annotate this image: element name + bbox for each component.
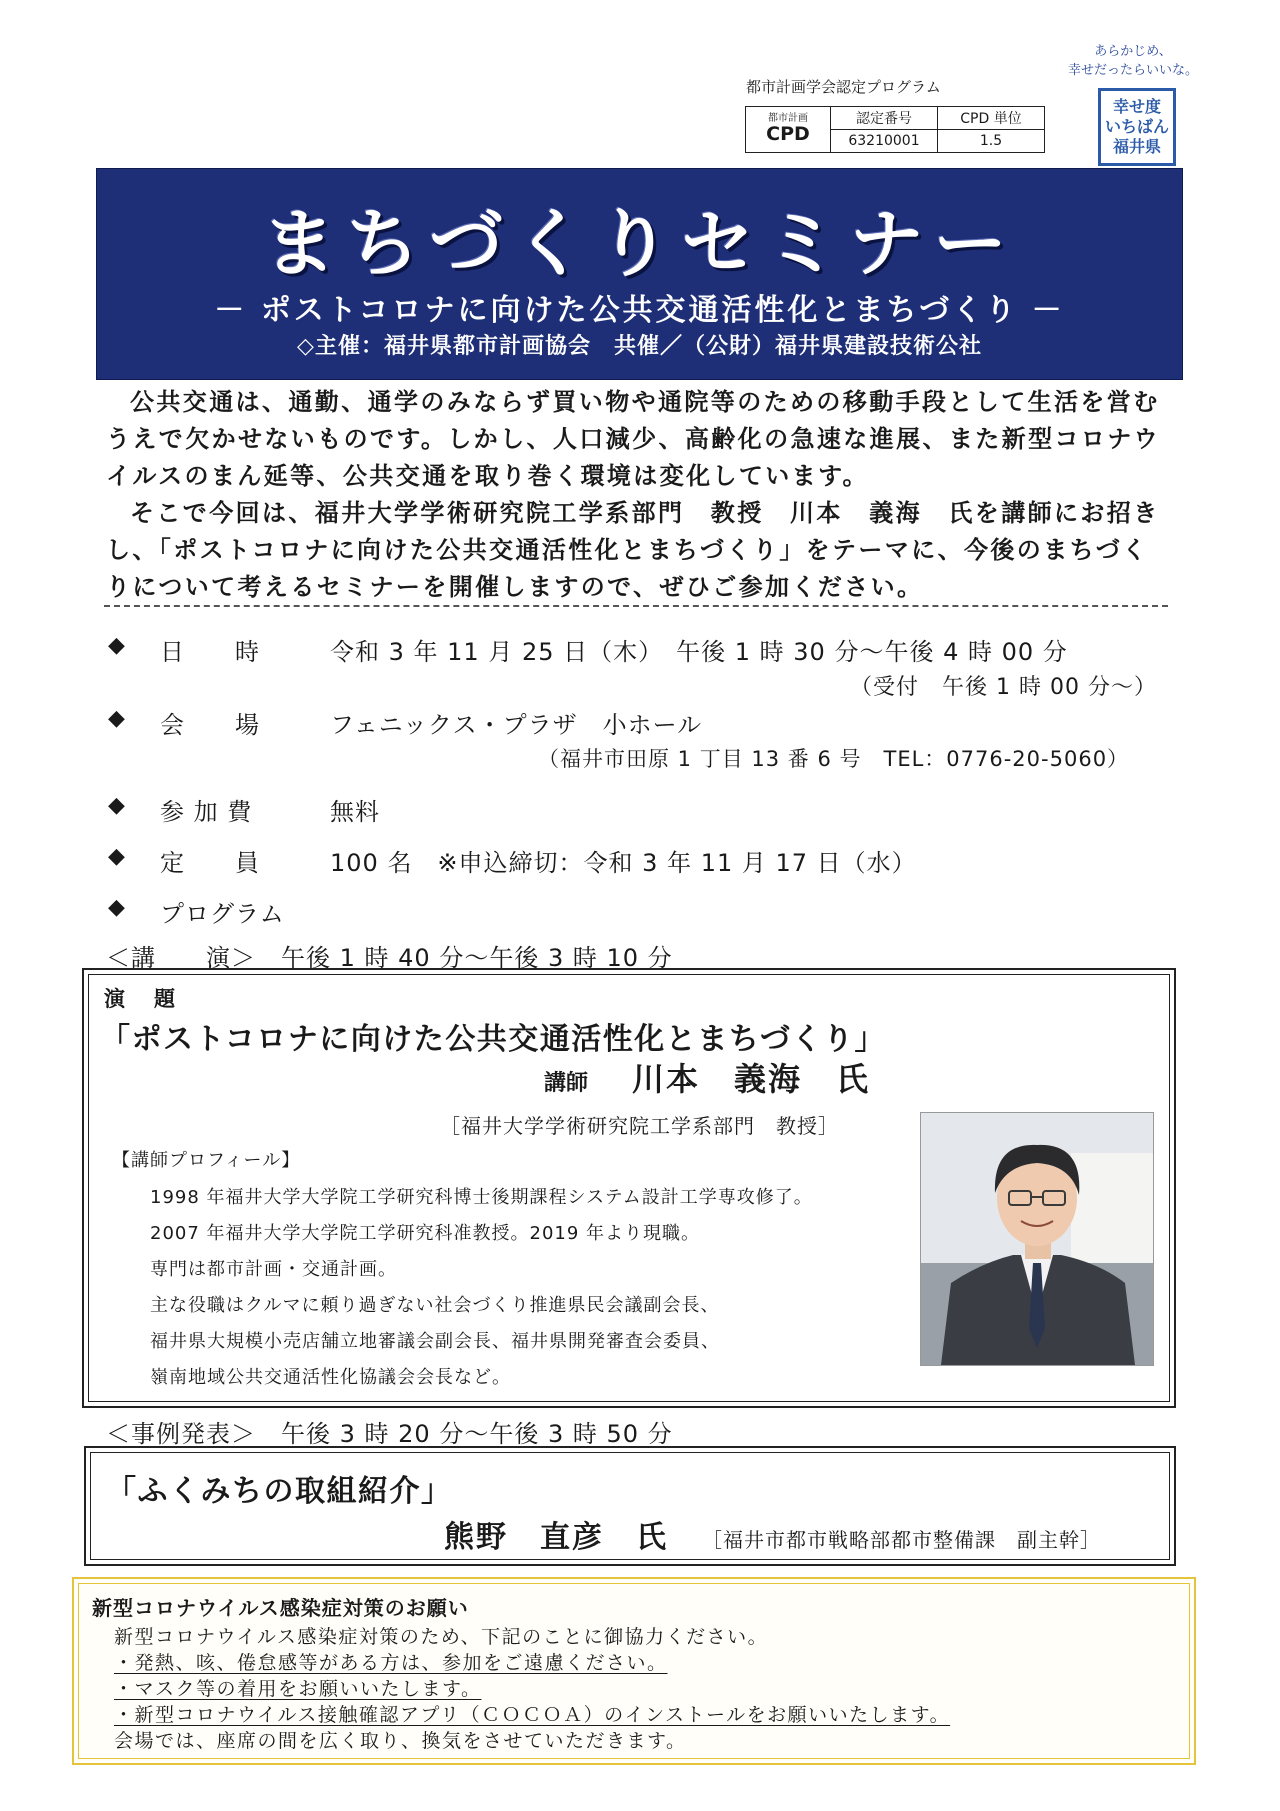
program-label: プログラム — [160, 900, 285, 928]
dashed-divider — [104, 605, 1168, 607]
cpd-logo-small: 都市計画 — [768, 113, 808, 125]
bullet-diamond: ◆ — [108, 633, 125, 658]
profile-line: 嶺南地域公共交通活性化協議会会長など。 — [150, 1367, 511, 1388]
lecture-title: 「ポストコロナに向けた公共交通活性化とまちづくり」 — [100, 1022, 886, 1057]
cert-number-header: 認定番号 — [831, 107, 938, 130]
fee-value: 無料 — [330, 798, 380, 826]
bullet-diamond: ◆ — [108, 793, 125, 818]
organizer-line: ◇主催：福井県都市計画協会 共催／（公財）福井県建設技術公社 — [297, 334, 982, 359]
case-presenter: 熊野 直彦 氏 — [444, 1520, 668, 1555]
capacity-value: 100 名 ※申込締切：令和 3 年 11 月 17 日（水） — [330, 849, 917, 877]
title-banner — [96, 168, 1183, 380]
notice-item: ・新型コロナウイルス接触確認アプリ（ＣＯＣＯＡ）のインストールをお願いいたします。 — [114, 1704, 951, 1726]
cpd-unit-header: CPD 単位 — [938, 107, 1045, 130]
intro-text — [106, 384, 1166, 606]
cpd-logo — [746, 107, 831, 153]
capacity-label: 定 員 — [160, 849, 260, 877]
page-subtitle: － ポストコロナに向けた公共交通活性化とまちづくり － — [214, 293, 1065, 328]
bullet-diamond: ◆ — [108, 895, 125, 920]
cpd-logo-big: CPD — [766, 122, 810, 145]
case-presenter-affiliation: ［福井市都市戦略部都市整備課 副主幹］ — [702, 1528, 1101, 1552]
certification-label: 都市計画学会認定プログラム — [746, 78, 941, 96]
notice-item: ・マスク等の着用をお願いいたします。 — [114, 1678, 482, 1700]
intro-paragraph-2: そこで今回は、福井大学学術研究院工学系部門 教授 川本 義海 氏を講師にお招きし、「ポストコロナに向けた公共交通活性化とまちづくり」をテーマに、今後のまちづくりについて考えるセミナーを開催しますので、ぜひご参加ください。 — [106, 499, 1160, 601]
case-heading: ＜事例発表＞ 午後 3 時 20 分～午後 3 時 50 分 — [106, 1420, 673, 1448]
notice-closing: 会場では、座席の間を広く取り、換気をさせていただきます。 — [114, 1730, 687, 1752]
lecturer-name: 川本 義海 氏 — [632, 1060, 871, 1098]
profile-line: 2007 年福井大学大学院工学研究科准教授。2019 年より現職。 — [150, 1223, 701, 1244]
page-title: まちづくりセミナー — [261, 201, 1018, 287]
date-label: 日 時 — [160, 638, 260, 666]
cpd-unit: 1.5 — [938, 130, 1045, 153]
venue-value: フェニックス・プラザ 小ホール — [330, 711, 703, 739]
fukui-logo — [1098, 88, 1176, 166]
lecturer-portrait — [921, 1113, 1153, 1365]
lecturer-label: 講師 — [544, 1071, 589, 1096]
cpd-table — [745, 106, 1045, 153]
fee-label: 参 加 費 — [160, 798, 253, 826]
fukui-tagline-line-2: 幸せだったらいいな。 — [1067, 63, 1198, 78]
fukui-tagline-line-1: あらかじめ、 — [1094, 44, 1172, 59]
notice-heading: 新型コロナウイルス感染症対策のお願い — [92, 1596, 469, 1620]
notice-item: ・発熱、咳、倦怠感等がある方は、参加をご遠慮ください。 — [114, 1652, 668, 1674]
lecturer-photo — [920, 1112, 1154, 1366]
venue-label: 会 場 — [160, 711, 260, 739]
reception-time: （受付 午後 1 時 00 分～） — [850, 675, 1157, 700]
profile-heading: 【講師プロフィール】 — [112, 1150, 301, 1171]
lecture-heading: ＜講 演＞ 午後 1 時 40 分～午後 3 時 10 分 — [106, 944, 673, 972]
bullet-diamond: ◆ — [108, 706, 125, 731]
fukui-tagline — [1058, 42, 1208, 80]
notice-intro: 新型コロナウイルス感染症対策のため、下記のことに御協力ください。 — [114, 1626, 769, 1648]
intro-paragraph-1: 公共交通は、通勤、通学のみならず買い物や通院等のための移動手段として生活を営むうえで欠かせないものです。しかし、人口減少、高齢化の急速な進展、また新型コロナウイルスのまん延等、公共交通を取り巻く環境は変化しています。 — [106, 388, 1161, 490]
bullet-diamond: ◆ — [108, 844, 125, 869]
fukui-logo-line-2: いちばん — [1104, 117, 1169, 136]
fukui-logo-line-1: 幸せ度 — [1112, 97, 1161, 116]
date-value: 令和 3 年 11 月 25 日（木） 午後 1 時 30 分～午後 4 時 00 分 — [330, 638, 1068, 666]
lecturer-affiliation: ［福井大学学術研究院工学系部門 教授］ — [440, 1114, 839, 1138]
profile-line: 1998 年福井大学大学院工学研究科博士後期課程システム設計工学専攻修了。 — [150, 1187, 813, 1208]
profile-line: 福井県大規模小売店舗立地審議会副会長、福井県開発審査会委員、 — [150, 1331, 720, 1352]
lecture-title-label: 演 題 — [104, 987, 179, 1011]
profile-line: 主な役職はクルマに頼り過ぎない社会づくり推進県民会議副会長、 — [150, 1295, 720, 1316]
cert-number: 63210001 — [831, 130, 938, 153]
case-title: 「ふくみちの取組紹介」 — [106, 1474, 453, 1509]
venue-address: （福井市田原 1 丁目 13 番 6 号 TEL：0776-20-5060） — [538, 747, 1130, 771]
profile-line: 専門は都市計画・交通計画。 — [150, 1259, 397, 1280]
fukui-logo-line-3: 福井県 — [1112, 137, 1161, 156]
